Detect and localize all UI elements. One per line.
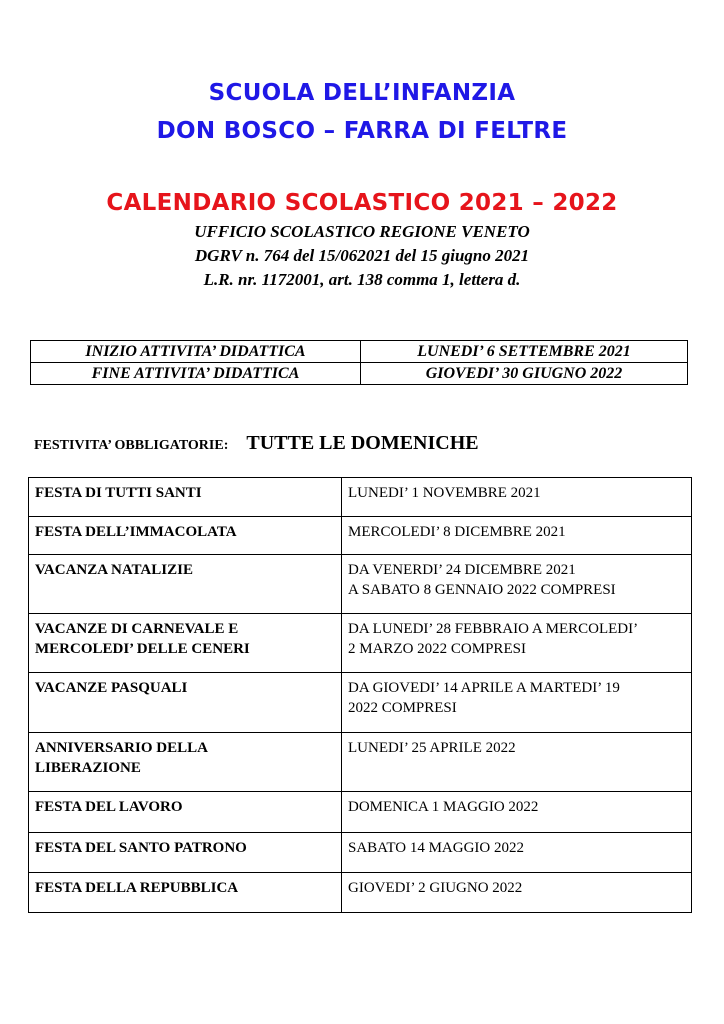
school-name-line1: SCUOLA DELL’INFANZIA [208, 80, 516, 106]
office-line: UFFICIO SCOLASTICO REGIONE VENETO [194, 222, 530, 241]
activity-row-start [31, 341, 688, 363]
festivity-line [34, 432, 479, 455]
activity-label: INIZIO ATTIVITA’ DIDATTICA [31, 341, 361, 363]
school-name-line2: DON BOSCO – FARRA DI FELTRE [156, 118, 568, 144]
holiday-name: VACANZE DI CARNEVALE E MERCOLEDI’ DELLE CENERI [29, 614, 342, 673]
holiday-name: FESTA DELLA REPUBBLICA [29, 873, 342, 913]
holiday-name: VACANZA NATALIZIE [29, 555, 342, 614]
table-row [29, 478, 692, 517]
activity-date: LUNEDI’ 6 SETTEMBRE 2021 [361, 341, 688, 363]
holiday-date: DA GIOVEDI’ 14 APRILE A MARTEDI’ 19 2022 COMPRESI [342, 673, 692, 733]
table-row [29, 833, 692, 873]
holiday-date: LUNEDI’ 1 NOVEMBRE 2021 [342, 478, 692, 517]
holiday-name: FESTA DEL LAVORO [29, 792, 342, 833]
holiday-name: FESTA DEL SANTO PATRONO [29, 833, 342, 873]
holiday-date: DA VENERDI’ 24 DICEMBRE 2021 A SABATO 8 GENNAIO 2022 COMPRESI [342, 555, 692, 614]
festivity-label: FESTIVITA’ OBBLIGATORIE: [34, 438, 229, 453]
table-row [29, 517, 692, 555]
activity-label: FINE ATTIVITA’ DIDATTICA [31, 363, 361, 385]
festivity-value: TUTTE LE DOMENICHE [246, 432, 479, 454]
table-row [29, 614, 692, 673]
holiday-date: SABATO 14 MAGGIO 2022 [342, 833, 692, 873]
table-row [29, 733, 692, 792]
calendar-title: CALENDARIO SCOLASTICO 2021 – 2022 [106, 190, 618, 216]
dgrv-line: DGRV n. 764 del 15/062021 del 15 giugno 2021 [194, 246, 530, 265]
holiday-name: VACANZE PASQUALI [29, 673, 342, 733]
holiday-date: LUNEDI’ 25 APRILE 2022 [342, 733, 692, 792]
activity-row-end [31, 363, 688, 385]
table-row [29, 873, 692, 913]
holiday-date: DOMENICA 1 MAGGIO 2022 [342, 792, 692, 833]
table-row [29, 673, 692, 733]
table-row [29, 792, 692, 833]
law-line: L.R. nr. 1172001, art. 138 comma 1, lettera d. [203, 270, 521, 289]
holiday-name: FESTA DELL’IMMACOLATA [29, 517, 342, 555]
holiday-date: DA LUNEDI’ 28 FEBBRAIO A MERCOLEDI’ 2 MARZO 2022 COMPRESI [342, 614, 692, 673]
holiday-date: GIOVEDI’ 2 GIUGNO 2022 [342, 873, 692, 913]
holiday-name: FESTA DI TUTTI SANTI [29, 478, 342, 517]
table-row [29, 555, 692, 614]
holiday-date: MERCOLEDI’ 8 DICEMBRE 2021 [342, 517, 692, 555]
holidays-table [28, 477, 692, 913]
holiday-name: ANNIVERSARIO DELLA LIBERAZIONE [29, 733, 342, 792]
activity-dates-table [30, 340, 688, 385]
activity-date: GIOVEDI’ 30 GIUGNO 2022 [361, 363, 688, 385]
